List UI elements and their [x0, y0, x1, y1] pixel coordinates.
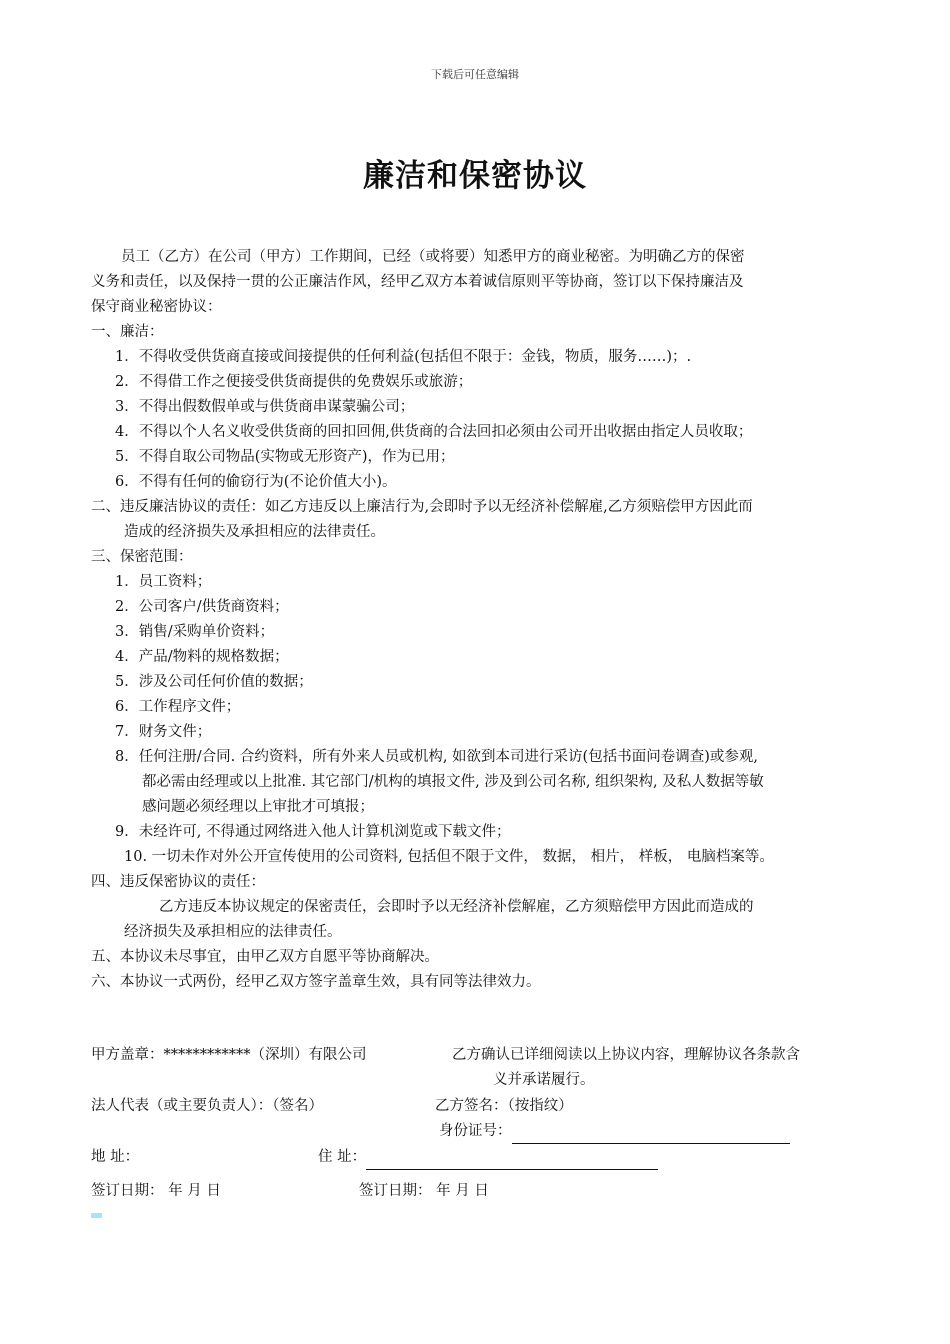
section6: 六、本协议一式两份，经甲乙双方签字盖章生效，具有同等法律效力。 [91, 974, 541, 990]
address-b-field [318, 1145, 658, 1170]
section3-item-8-line-1: 8．任何注册/合同. 合约资料，所有外来人员或机构, 如欲到本司进行采访(包括书面问卷调查)或参观, [115, 749, 758, 765]
section1-item: 3．不得出假数假单或与供货商串谋蒙骗公司； [115, 399, 415, 415]
party-b-signature: 乙方签名：（按指纹） [435, 1098, 573, 1114]
document-body [91, 245, 861, 995]
section1-item: 6．不得有任何的偷窃行为(不论价值大小)。 [115, 474, 397, 490]
section3-item-8-line-2: 都必需由经理或以上批准. 其它部门/机构的填报文件, 涉及到公司名称, 组织架构, 及私人数据等敏 [142, 774, 764, 790]
address-b-label: 住 址： [318, 1149, 367, 1165]
header-note: 下载后可任意编辑 [431, 68, 519, 81]
section2-line-1: 二、违反廉洁协议的责任：如乙方违反以上廉洁行为,会即时予以无经济补偿解雇,乙方须赔偿甲方因此而 [91, 499, 753, 515]
section3-item: 4．产品/物料的规格数据； [115, 649, 289, 665]
address-a: 地 址： [91, 1149, 140, 1165]
legal-representative: 法人代表（或主要负责人）：（签名） [91, 1098, 323, 1114]
address-b-blank [366, 1151, 658, 1170]
section3-item-10: 10. 一切未作对外公开宣传使用的公司资料, 包括但不限于文件， 数据， 相片， 样板， 电脑档案等。 [124, 849, 774, 865]
section2-line-2: 造成的经济损失及承担相应的法律责任。 [124, 524, 385, 540]
section3-item: 3．销售/采购单价资料； [115, 624, 275, 640]
intro-line-2: 义务和责任，以及保持一贯的公正廉洁作风，经甲乙双方本着诚信原则平等协商，签订以下保持廉洁及 [91, 274, 744, 290]
section3-item-8-line-3: 感问题必须经理以上审批才可填报； [142, 799, 374, 815]
intro-line-1: 员工（乙方）在公司（甲方）工作期间，已经（或将要）知悉甲方的商业秘密。为明确乙方的保密 [121, 249, 745, 265]
section4-heading: 四、违反保密协议的责任： [91, 874, 265, 890]
section1-item: 2．不得借工作之便接受供货商提供的免费娱乐或旅游； [115, 374, 473, 390]
id-number-label: 身份证号： [439, 1123, 512, 1139]
section1-item: 4．不得以个人名义收受供货商的回扣回佣,供货商的合法回扣必须由公司开出收据由指定人员收取； [115, 424, 753, 440]
section3-item-9: 9．未经许可, 不得通过网络进入他人计算机浏览或下载文件； [115, 824, 511, 840]
section1-item: 1．不得收受供货商直接或间接提供的任何利益(包括但不限于：金钱，物质，服务……)；. [115, 349, 692, 365]
id-number-field [439, 1119, 790, 1144]
section3-heading: 三、保密范围： [91, 549, 193, 565]
section3-item: 7．财务文件； [115, 724, 212, 740]
intro-line-3: 保守商业秘密协议： [91, 299, 222, 315]
section1-item: 5．不得自取公司物品(实物或无形资产)，作为已用； [115, 449, 455, 465]
section3-item: 1．员工资料； [115, 574, 212, 590]
sign-date-a: 签订日期： 年 月 日 [91, 1183, 221, 1199]
id-number-blank [512, 1125, 790, 1144]
text-cursor-marker [91, 1213, 102, 1218]
section4-line-1: 乙方违反本协议规定的保密责任，会即时予以无经济补偿解雇，乙方须赔偿甲方因此而造成的 [159, 899, 754, 915]
section1-heading: 一、廉洁： [91, 324, 164, 340]
party-a-stamp: 甲方盖章：************（深圳）有限公司 [91, 1047, 367, 1063]
section5: 五、本协议未尽事宜，由甲乙双方自愿平等协商解决。 [91, 949, 439, 965]
section3-item: 2．公司客户/供货商资料； [115, 599, 289, 615]
sign-date-b: 签订日期： 年 月 日 [359, 1183, 489, 1199]
party-b-confirm-line-2: 义并承诺履行。 [493, 1072, 595, 1088]
party-b-confirm-line-1: 乙方确认已详细阅读以上协议内容，理解协议各条款含 [452, 1047, 800, 1063]
section3-item: 5．涉及公司任何价值的数据； [115, 674, 313, 690]
section4-line-2: 经济损失及承担相应的法律责任。 [124, 924, 342, 940]
section3-item: 6．工作程序文件； [115, 699, 241, 715]
document-title: 廉洁和保密协议 [363, 158, 587, 194]
